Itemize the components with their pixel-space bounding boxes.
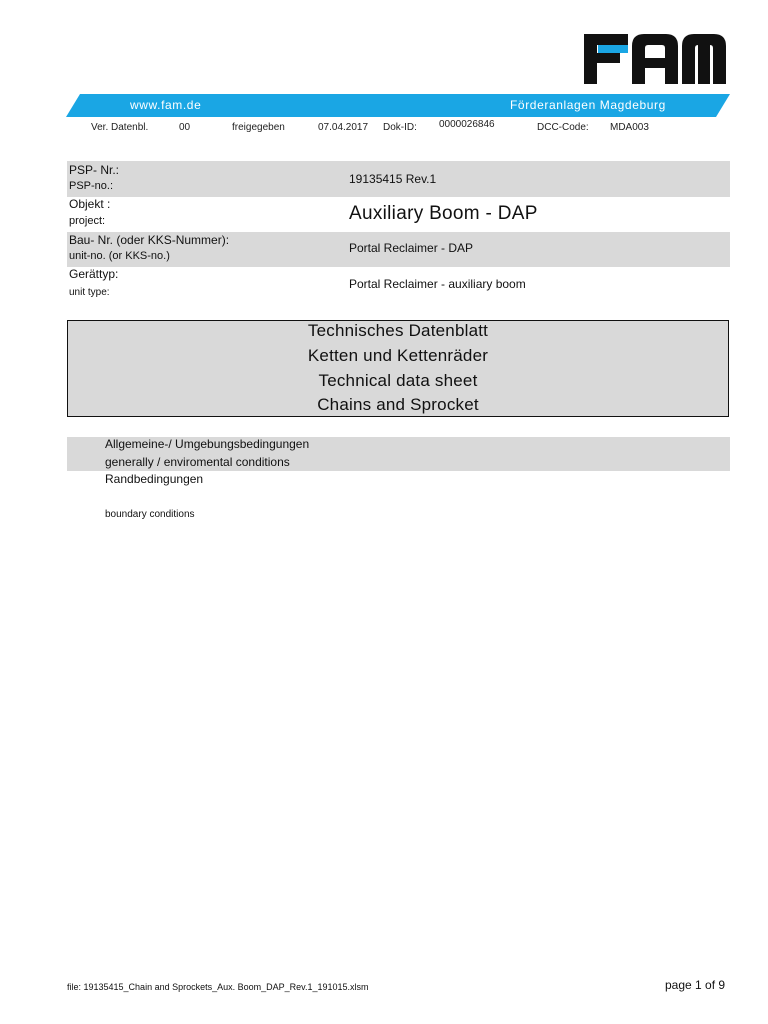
object-value: Auxiliary Boom - DAP xyxy=(349,203,538,224)
dcc-code-value: MDA003 xyxy=(610,122,649,133)
unit-no-label-de: Bau- Nr. (oder KKS-Nummer): xyxy=(69,233,230,247)
unit-type-label-de: Gerättyp: xyxy=(69,267,119,281)
footer-filename: file: 19135415_Chain and Sprockets_Aux. Boom_DAP_Rev.1_191015.xlsm xyxy=(67,982,369,992)
unit-no-label-en: unit-no. (or KKS-no.) xyxy=(69,250,170,262)
title-line-3: Technical data sheet xyxy=(318,371,478,390)
unit-no-value: Portal Reclaimer - DAP xyxy=(349,241,474,255)
version-value: 00 xyxy=(179,122,191,133)
object-label-en: project: xyxy=(69,215,106,227)
company-name: Förderanlagen Magdeburg xyxy=(510,98,666,112)
title-box xyxy=(67,320,729,417)
unit-no-row xyxy=(67,232,730,267)
title-line-2: Ketten und Kettenräder xyxy=(307,346,489,365)
psp-value: 19135415 Rev.1 xyxy=(349,172,437,186)
dcc-code-label: DCC-Code: xyxy=(537,122,589,133)
page-number: page 1 of 9 xyxy=(665,978,726,992)
unit-type-value: Portal Reclaimer - auxiliary boom xyxy=(349,277,526,291)
title-line-1: Technisches Datenblatt xyxy=(307,321,489,340)
website-link[interactable]: www.fam.de xyxy=(130,98,202,112)
doc-id-value: 0000026846 xyxy=(439,119,495,130)
title-line-4: Chains and Sprocket xyxy=(317,395,479,414)
version-label: Ver. Datenbl. xyxy=(91,122,149,133)
release-date: 07.04.2017 xyxy=(318,122,369,133)
psp-row xyxy=(67,161,730,197)
unit-type-label-en: unit type: xyxy=(69,287,110,298)
conditions-sub-de: Randbedingungen xyxy=(105,472,204,486)
status-text: freigegeben xyxy=(232,122,285,133)
unit-type-row xyxy=(67,267,730,302)
fam-logo xyxy=(584,34,726,84)
object-label-de: Objekt : xyxy=(69,197,111,211)
conditions-heading-en: generally / enviromental conditions xyxy=(105,455,290,469)
psp-label-en: PSP-no.: xyxy=(69,180,114,192)
doc-id-label: Dok-ID: xyxy=(383,122,417,133)
object-row xyxy=(67,197,730,232)
conditions-heading-de: Allgemeine-/ Umgebungsbedingungen xyxy=(105,437,310,451)
conditions-sub-en: boundary conditions xyxy=(105,509,195,520)
psp-label-de: PSP- Nr.: xyxy=(69,163,120,177)
